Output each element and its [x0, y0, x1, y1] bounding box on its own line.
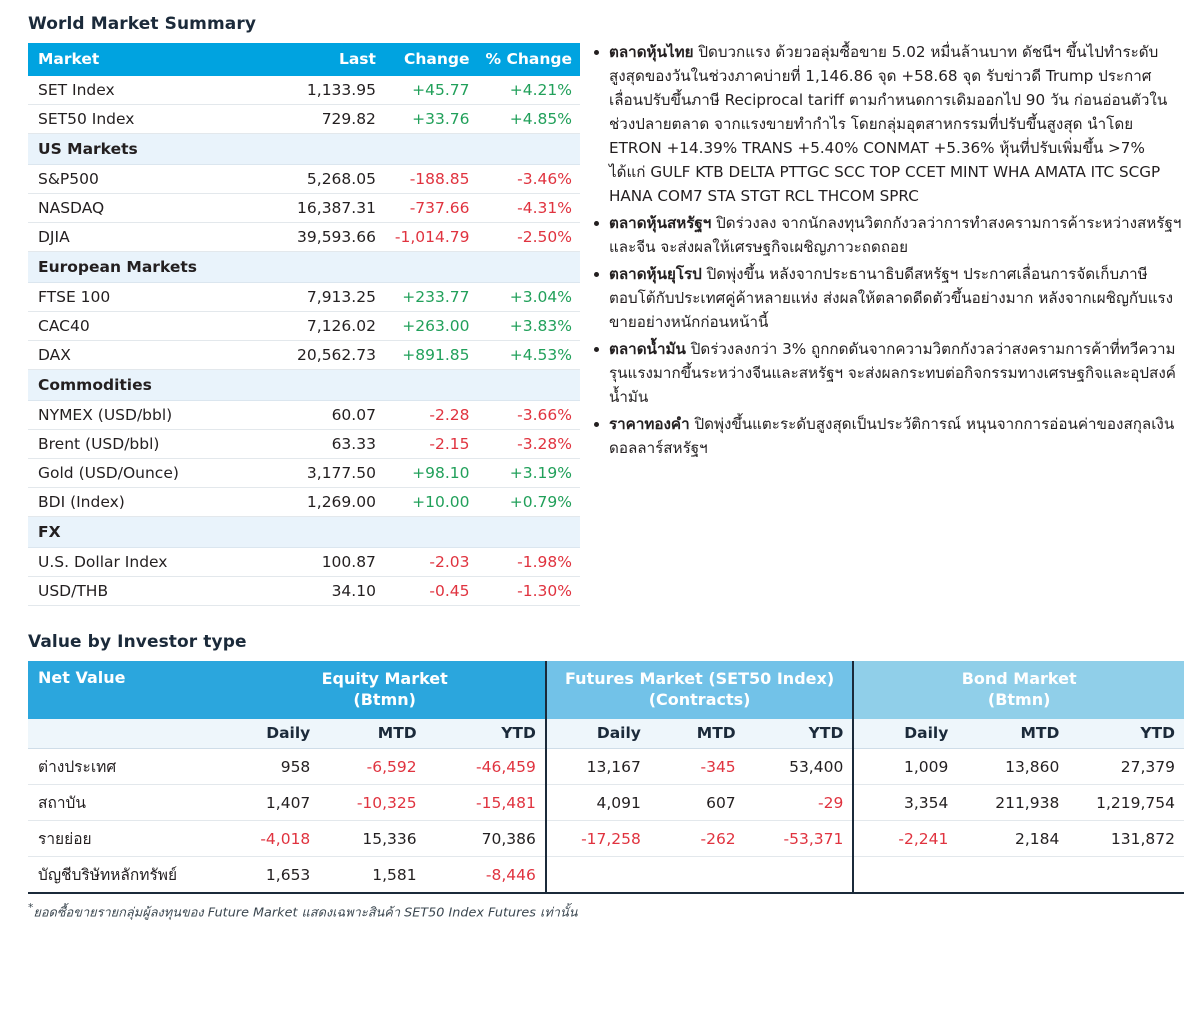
market-name: BDI (Index): [28, 488, 280, 517]
header-futures-market: [546, 661, 853, 719]
investor-value: [745, 857, 854, 894]
investor-value: 211,938: [957, 785, 1068, 821]
market-pct-change: +0.79%: [478, 488, 580, 517]
investor-value: -46,459: [426, 749, 546, 785]
subheader-mtd-4: MTD: [650, 719, 745, 749]
investor-value: [1068, 857, 1184, 894]
market-row: [28, 76, 580, 105]
commentary-lead: ตลาดน้ำมัน: [609, 340, 686, 359]
market-row: [28, 312, 580, 341]
subheader-daily-6: Daily: [853, 719, 957, 749]
market-row: [28, 283, 580, 312]
investor-type-label: ต่างประเทศ: [28, 749, 225, 785]
investor-value: 3,354: [853, 785, 957, 821]
investor-group-header-row: [28, 661, 1184, 719]
market-group-label: US Markets: [28, 134, 580, 165]
investor-value: 1,581: [319, 857, 425, 894]
market-name: CAC40: [28, 312, 280, 341]
market-last: 20,562.73: [280, 341, 384, 370]
market-last: 63.33: [280, 430, 384, 459]
footnote-text: ยอดซื้อขายรายกลุ่มผู้ลงทุนของ Future Market แสดงเฉพาะสินค้า SET50 Index Futures เท่านั้น: [33, 905, 578, 921]
col-header-change: Change: [384, 43, 478, 76]
investor-type-label: รายย่อย: [28, 821, 225, 857]
market-group-label: European Markets: [28, 252, 580, 283]
subheader-ytd-5: YTD: [745, 719, 854, 749]
market-change: -0.45: [384, 577, 478, 606]
market-last: 60.07: [280, 401, 384, 430]
market-row: [28, 488, 580, 517]
market-name: NYMEX (USD/bbl): [28, 401, 280, 430]
market-row: [28, 401, 580, 430]
investor-value: -6,592: [319, 749, 425, 785]
investor-value: 1,219,754: [1068, 785, 1184, 821]
market-name: NASDAQ: [28, 194, 280, 223]
market-group-label: FX: [28, 517, 580, 548]
market-pct-change: -3.66%: [478, 401, 580, 430]
market-pct-change: +4.53%: [478, 341, 580, 370]
investor-value: -262: [650, 821, 745, 857]
investor-footnote: [28, 901, 1184, 922]
market-change: +263.00: [384, 312, 478, 341]
market-pct-change: -2.50%: [478, 223, 580, 252]
market-name: DJIA: [28, 223, 280, 252]
market-row: [28, 165, 580, 194]
market-name: Brent (USD/bbl): [28, 430, 280, 459]
investor-subheader-row: [28, 719, 1184, 749]
investor-value: 13,167: [546, 749, 650, 785]
market-last: 1,269.00: [280, 488, 384, 517]
investor-value: -8,446: [426, 857, 546, 894]
market-change: +33.76: [384, 105, 478, 134]
subheader-daily-3: Daily: [546, 719, 650, 749]
market-last: 3,177.50: [280, 459, 384, 488]
header-futures-line2: (Contracts): [648, 690, 751, 710]
investor-body: [28, 749, 1184, 894]
subheader-mtd-1: MTD: [319, 719, 425, 749]
header-bond-line1: Bond Market: [961, 669, 1077, 688]
market-change: -2.03: [384, 548, 478, 577]
world-market-header-row: [28, 43, 580, 76]
header-bond-market: [853, 661, 1184, 719]
investor-row: [28, 821, 1184, 857]
commentary-list: [592, 40, 1184, 460]
market-group-row: [28, 134, 580, 165]
commentary-lead: ราคาทองคำ: [609, 415, 690, 434]
investor-value: -53,371: [745, 821, 854, 857]
investor-value: 27,379: [1068, 749, 1184, 785]
header-equity-line1: Equity Market: [321, 669, 448, 688]
investor-value: [957, 857, 1068, 894]
market-change: +891.85: [384, 341, 478, 370]
investor-value: 15,336: [319, 821, 425, 857]
investor-value: -345: [650, 749, 745, 785]
col-header-last: Last: [280, 43, 384, 76]
market-group-row: [28, 370, 580, 401]
commentary-item: [592, 40, 1184, 208]
market-pct-change: +4.21%: [478, 76, 580, 105]
investor-panel: [28, 632, 1184, 922]
market-change: -1,014.79: [384, 223, 478, 252]
investor-value: 70,386: [426, 821, 546, 857]
market-row: [28, 548, 580, 577]
investor-type-label: บัญชีบริษัทหลักทรัพย์: [28, 857, 225, 894]
world-market-panel: [28, 14, 580, 606]
market-row: [28, 105, 580, 134]
market-pct-change: -3.28%: [478, 430, 580, 459]
commentary-body: ปิดพุ่งขึ้น หลังจากประธานาธิบดีสหรัฐฯ ประกาศเลื่อนการจัดเก็บภาษีตอบโต้กับประเทศคู่ค้าหลายแห่ง ส่งผลให้ตลาดดีดตัวขึ้นอย่างมาก หลังจากเผชิญกับแรงขายอย่างหนักก่อนหน้านี้: [609, 265, 1174, 332]
investor-value: [853, 857, 957, 894]
commentary-item: [592, 412, 1184, 460]
header-equity-market: [225, 661, 546, 719]
market-last: 729.82: [280, 105, 384, 134]
market-change: -737.66: [384, 194, 478, 223]
market-name: U.S. Dollar Index: [28, 548, 280, 577]
investor-value: 1,653: [225, 857, 320, 894]
commentary-body: ปิดพุ่งขึ้นแตะระดับสูงสุดเป็นประวัติการณ์ หนุนจากการอ่อนค่าของสกุลเงินดอลลาร์สหรัฐฯ: [609, 415, 1175, 458]
market-group-label: Commodities: [28, 370, 580, 401]
subheader-blank: [28, 719, 225, 749]
commentary-item: [592, 211, 1184, 259]
investor-value: 13,860: [957, 749, 1068, 785]
market-last: 39,593.66: [280, 223, 384, 252]
market-name: DAX: [28, 341, 280, 370]
market-name: SET50 Index: [28, 105, 280, 134]
market-name: FTSE 100: [28, 283, 280, 312]
commentary-item: [592, 337, 1184, 409]
market-row: [28, 459, 580, 488]
market-group-row: [28, 252, 580, 283]
investor-value: 131,872: [1068, 821, 1184, 857]
investor-value: 958: [225, 749, 320, 785]
market-row: [28, 194, 580, 223]
investor-type-label: สถาบัน: [28, 785, 225, 821]
market-name: Gold (USD/Ounce): [28, 459, 280, 488]
market-pct-change: -4.31%: [478, 194, 580, 223]
commentary-panel: [580, 14, 1184, 463]
commentary-body: ปิดร่วงลง จากนักลงทุนวิตกกังวลว่าการทำสงครามการค้าระหว่างสหรัฐฯ และจีน จะส่งผลให้เศรษฐกิจเผชิญภาวะถดถอย: [609, 214, 1182, 257]
market-change: +233.77: [384, 283, 478, 312]
commentary-lead: ตลาดหุ้นไทย: [609, 43, 694, 61]
market-change: +10.00: [384, 488, 478, 517]
investor-value: 53,400: [745, 749, 854, 785]
market-change: -2.28: [384, 401, 478, 430]
market-group-row: [28, 517, 580, 548]
investor-value: [546, 857, 650, 894]
market-pct-change: -3.46%: [478, 165, 580, 194]
investor-value: -4,018: [225, 821, 320, 857]
investor-value: -29: [745, 785, 854, 821]
header-equity-line2: (Btmn): [353, 690, 416, 710]
market-change: -188.85: [384, 165, 478, 194]
investor-value: 1,407: [225, 785, 320, 821]
market-row: [28, 577, 580, 606]
market-change: -2.15: [384, 430, 478, 459]
footnote-marker: *: [28, 901, 34, 915]
commentary-item: [592, 262, 1184, 334]
investor-row: [28, 857, 1184, 894]
subheader-daily-0: Daily: [225, 719, 320, 749]
header-bond-line2: (Btmn): [987, 690, 1051, 710]
commentary-lead: ตลาดหุ้นยุโรป: [609, 265, 702, 284]
market-last: 7,913.25: [280, 283, 384, 312]
market-change: +98.10: [384, 459, 478, 488]
investor-value: 1,009: [853, 749, 957, 785]
market-last: 100.87: [280, 548, 384, 577]
investor-row: [28, 785, 1184, 821]
market-pct-change: +3.83%: [478, 312, 580, 341]
market-pct-change: +3.19%: [478, 459, 580, 488]
investor-value: -2,241: [853, 821, 957, 857]
commentary-lead: ตลาดหุ้นสหรัฐฯ: [609, 214, 712, 233]
top-section: [28, 14, 1184, 606]
market-pct-change: -1.98%: [478, 548, 580, 577]
investor-value: 2,184: [957, 821, 1068, 857]
world-market-table: [28, 43, 580, 606]
market-name: S&P500: [28, 165, 280, 194]
investor-value: 607: [650, 785, 745, 821]
market-last: 7,126.02: [280, 312, 384, 341]
market-last: 34.10: [280, 577, 384, 606]
market-pct-change: +4.85%: [478, 105, 580, 134]
investor-title: Value by Investor type: [28, 632, 247, 652]
market-row: [28, 430, 580, 459]
market-last: 1,133.95: [280, 76, 384, 105]
col-header-market: Market: [28, 43, 280, 76]
subheader-mtd-7: MTD: [957, 719, 1068, 749]
header-net-value: Net Value: [28, 661, 225, 719]
col-header-pct-change: % Change: [478, 43, 580, 76]
subheader-ytd-8: YTD: [1068, 719, 1184, 749]
world-market-title: World Market Summary: [28, 14, 257, 34]
market-pct-change: -1.30%: [478, 577, 580, 606]
commentary-body: ปิดร่วงลงกว่า 3% ถูกกดดันจากความวิตกกังวลว่าสงครามการค้าที่ทวีความรุนแรงมากขึ้นระหว่างจีนและสหรัฐฯ จะส่งผลกระทบต่อกิจกรรมทางเศรษฐกิจและอุปสงค์น้ำมัน: [609, 340, 1176, 407]
investor-value: [650, 857, 745, 894]
market-name: SET Index: [28, 76, 280, 105]
subheader-ytd-2: YTD: [426, 719, 546, 749]
header-futures-line1: Futures Market (SET50 Index): [565, 669, 835, 688]
market-row: [28, 341, 580, 370]
market-change: +45.77: [384, 76, 478, 105]
market-last: 5,268.05: [280, 165, 384, 194]
investor-row: [28, 749, 1184, 785]
investor-value: -17,258: [546, 821, 650, 857]
investor-table: [28, 661, 1184, 894]
market-pct-change: +3.04%: [478, 283, 580, 312]
investor-value: 4,091: [546, 785, 650, 821]
market-name: USD/THB: [28, 577, 280, 606]
commentary-body: ปิดบวกแรง ด้วยวอลุ่มซื้อขาย 5.02 หมื่นล้านบาท ดัชนีฯ ขึ้นไปทำระดับสูงสุดของวันในช่วงภาคบ่ายที่ 1,146.86 จุด +58.68 จุด รับข่าวดี Trump ประกาศเลื่อนปรับขึ้นภาษี Reciprocal tariff ตามกำหนดการเดิมออกไป 90 วัน ก่อนอ่อนตัวในช่วงปลายตลาด จากแรงขายทำกำไร โดยกลุ่มอุตสาหกรรมที่ปรับขึ้นสูงสุด นำโดย ETRON +14.39% TRANS +5.40% CONMAT +5.36% หุ้นที่ปรับเพิ่มขึ้น >7% ได้แก่ GULF KTB DELTA PTTGC SCC TOP CCET MINT WHA AMATA ITC SCGP HANA COM7 STA STGT RCL THCOM SPRC: [609, 43, 1168, 206]
investor-value: -15,481: [426, 785, 546, 821]
world-market-body: [28, 76, 580, 606]
investor-value: -10,325: [319, 785, 425, 821]
market-row: [28, 223, 580, 252]
market-last: 16,387.31: [280, 194, 384, 223]
